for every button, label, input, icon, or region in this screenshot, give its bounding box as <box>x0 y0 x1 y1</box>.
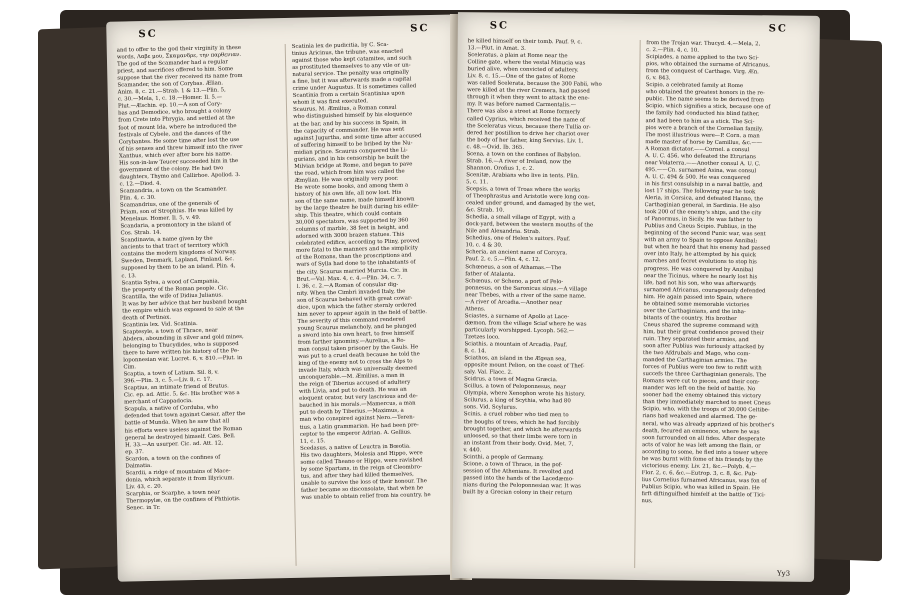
text-line: by the large theatre he built during his edile- <box>295 203 419 212</box>
text-line: words, Λαβε μου, Σκαμανδρε, την παρθενιαν. <box>116 52 242 61</box>
text-line: progress. He was conquered by Annibal <box>643 265 754 273</box>
text-line: Scheria, an ancient name of Corcyra. <box>465 249 568 257</box>
text-line: Scidrus, a town of Magna Græcia. <box>464 376 558 384</box>
text-line: firft diftinguifhed himfelf at the battle of Tici- <box>641 491 766 499</box>
text-line: son of Scaurus behaved with great cowar- <box>296 295 413 304</box>
text-line: government of the colony. He had two <box>119 165 224 174</box>
text-line: made master of horse by Camillus, &c.—— <box>645 138 763 146</box>
text-line: 495.——Cn. surnamed Asina, was consul <box>644 166 757 175</box>
text-line: general he destroyed himself. Cæs. Bell. <box>124 432 236 442</box>
text-line: of the Romans, than the proscriptions and <box>296 252 412 262</box>
text-line: Scantia Sylva, a wood of Campania, <box>121 278 220 287</box>
text-line: bas and Demodice, who brought a colony <box>118 108 232 117</box>
text-line: c. 48.—Ovid. Ib. 365. <box>466 143 525 151</box>
text-line: his efforts were useless against the Roman <box>124 425 243 435</box>
signature-mark: Yy3 <box>777 569 791 578</box>
text-line: bauched in his morals.—Mamercus, a man <box>299 400 416 410</box>
text-line: 6, v. 843. <box>645 75 671 82</box>
text-line: bitants of the country. His brother <box>643 314 737 322</box>
text-line: ship. This theatre, which could contain <box>295 210 402 219</box>
text-line: midian prince. Scaurus conquered the Li- <box>293 147 408 156</box>
text-line: with an army to Spain to oppose Annibal; <box>644 237 758 245</box>
text-line: dered her postillion to drive her chariot over <box>466 129 590 138</box>
text-line: Scaurus, M. Æmilius, a Roman consul <box>293 105 397 114</box>
text-line: belonging to Thucydides, who is supposed <box>122 341 239 350</box>
text-line: Scamander, the son of Corybas. Ælian. <box>117 80 224 89</box>
text-line: him never to appear again in the field of battle. <box>297 308 428 318</box>
text-line: the empire which was exposed to sale at the <box>122 305 244 315</box>
text-line: 10, c. 4 & 30. <box>465 242 503 249</box>
text-line: unconquerable.—M. Æmilius, a man in <box>298 372 405 382</box>
text-line: loponnesian war. Lucret. 6, v. 810.—Plut. in <box>123 355 243 364</box>
text-line: from the Trojan war. Thucyd. 4.—Mela, 2, <box>646 40 761 48</box>
text-line: forces of Publius were too few to refift with <box>642 364 762 372</box>
text-line: 11, c. 15. <box>299 437 326 445</box>
text-line: was put to a cruel death because he told the <box>298 351 420 360</box>
text-line: The most illustrious were—P. Corn. a man <box>645 131 760 139</box>
text-line: were killed at the river Cremera, had passed <box>467 87 590 95</box>
text-line: cealed under ground, and damaged by the wet, <box>465 200 596 208</box>
text-line: saly. Val. Flacc. 2. <box>464 369 513 376</box>
text-line: death of Pertinax. <box>122 314 172 322</box>
running-head-left: SC <box>489 20 510 32</box>
text-line: defended that town against Cæsar, after the <box>124 411 246 420</box>
right-page-header <box>458 20 820 35</box>
text-line: Priam, son of Strophius. He was killed by <box>120 207 234 216</box>
text-line: the two Afdrubals and Mago, who com- <box>642 350 751 358</box>
text-line: king of the enemy not to cross the Alps to <box>298 358 413 367</box>
text-line: in his first consulship in a naval battle, and <box>644 181 763 189</box>
text-line: man consul taken prisoner by the Gauls. He <box>298 344 419 353</box>
text-line: columns of marble, 38 feet in height, and <box>295 224 409 234</box>
text-line: through it when they went to attack the ene- <box>467 94 590 102</box>
text-line: Cos. Strab. 14. <box>120 229 162 237</box>
text-line: young Scaurus melancholy, and he plunged <box>297 323 417 332</box>
text-line: c. 12.—Diod. 4. <box>119 180 162 188</box>
text-line: 5, c. 11. <box>466 179 489 186</box>
text-line: who distinguished himself by his eloquence <box>293 111 413 121</box>
text-line: 396.—Plin. 3, c. 5.—Liv. 8, c. 17. <box>123 376 212 385</box>
text-line: Anim. 8, c. 21.—Strab. 1 & 13.—Plin. 5, <box>117 87 226 96</box>
text-line: Schœnus, or Scheno, a port of Pelo- <box>465 277 564 285</box>
text-line: Xanthus, which ever after bore his name. <box>118 150 233 160</box>
text-line: lius Cornelius furnamed Africanus, was fon of <box>641 476 767 485</box>
text-line: over into Italy, he attempted by his quick <box>643 251 757 259</box>
text-line: celebrated edifice, according to Pliny, proved <box>295 238 420 248</box>
text-line: unable to survive the loss of their honour. The <box>300 478 427 487</box>
text-line: lost 17 ships. The following year he took <box>644 188 756 196</box>
text-line: he killed himself on their tomb. Pauf. 9, c. <box>467 38 583 46</box>
text-line: Sceleratus, a plain at Rome near the <box>467 52 568 60</box>
text-line: —A river of Arcadia.—Another near <box>464 298 563 306</box>
text-line: at the bar, and by his success in Spain, in <box>293 119 407 128</box>
text-line: Cim. <box>123 364 137 371</box>
text-line: Scepsis, a town of Troas where the works <box>466 186 581 194</box>
text-line: with Livia, and put to death. He was an <box>298 386 407 396</box>
text-line: surnamed Africanus, courageously defended <box>643 286 766 294</box>
text-line: whom it was first executed. <box>292 98 369 107</box>
text-line: l. 36, c. 2.—A Roman of consular dig- <box>296 281 399 290</box>
text-line: supposed by them to be an island. Plin. 4, <box>121 263 236 272</box>
text-line: sooner had the enemy obtained this victory <box>642 392 762 400</box>
text-line: he obtained some memorable victories <box>643 300 750 308</box>
text-line: him. He again passed into Spain, where <box>643 293 753 301</box>
text-line: pios, who obtained the surname of Africanus, <box>645 61 771 69</box>
text-line: Scinis, a cruel robber who tied men to <box>463 411 569 419</box>
text-line: ancients to that tract of territory which <box>120 242 229 251</box>
text-line: Plut.—Æschin. ep. 10.—A son of Cory- <box>117 101 222 110</box>
text-line: donia, which separate it from Illyricum. <box>125 475 235 484</box>
text-line: Scipio, which signifies a stick, because one of <box>645 103 771 111</box>
text-line: The severity of this command rendered <box>297 316 406 325</box>
left-page <box>106 14 473 581</box>
text-line: him, but their great confidence proved their <box>643 328 765 337</box>
text-line: of Theophrastus and Aristotle were long con- <box>466 193 590 201</box>
text-line: from farther ignominy.—Aurelius, a Ro- <box>297 337 406 346</box>
text-line: Shannon. Orofius 1, c. 2. <box>466 165 535 172</box>
text-line: the property of the Roman people. Cic. <box>121 284 229 294</box>
text-line: victorious enemy. Liv. 21, &c.—Polyb. 4.— <box>641 462 757 471</box>
text-line: His two daughters, Molesia and Hippo, were <box>300 449 423 459</box>
right-page-column-2 <box>634 40 810 570</box>
text-line: Flor. 2, c. 6, &c.—Eutrop. 3, c. 8, &c. Pub- <box>641 469 757 478</box>
text-line: c. 13. <box>121 272 137 280</box>
text-line: suppose that the river received its name from <box>117 73 243 82</box>
text-line: over the Carthaginians, and the inha- <box>643 307 746 315</box>
text-line: ep. 37. <box>125 448 144 456</box>
text-line: Scipio, a celebrated family at Rome <box>645 82 744 90</box>
text-line: gurians, and in his censorship he built the <box>294 154 410 163</box>
text-line: against Jugurtha, and some time after accused <box>293 132 422 142</box>
text-line: Athens. <box>464 305 486 313</box>
text-line: merchant of Cappadocia. <box>124 398 193 406</box>
text-line: near Volaterra.——Another consul A. U. C. <box>644 159 761 168</box>
text-line: Colline gate, where the vestal Minucia was <box>467 59 586 67</box>
text-line: Romans were cut to pieces, and their com- <box>642 378 760 386</box>
text-line: but when he heard that his enemy had passed <box>643 244 771 252</box>
text-line: Schœneus, a son of Athamas.—The <box>465 263 562 271</box>
running-head-left: SC <box>138 28 158 41</box>
text-line: Plin. 4, c. 30. <box>119 194 156 202</box>
text-line: The god of the Scamander had a regular <box>117 59 229 68</box>
text-line: the boughs of trees, which he had forcibly <box>463 418 580 426</box>
text-line: than they immediately marched to meet Cneus <box>642 399 771 407</box>
text-line: He wrote some books, and among them a <box>294 182 409 191</box>
left-page-header <box>106 22 461 41</box>
text-line: Milvian bridge at Rome, and began to pave <box>294 161 413 170</box>
text-line: put to death by Tiberius.—Maximus, a <box>299 408 404 417</box>
text-line: A. U. C. 456, who defeated the Etrurians <box>644 152 756 160</box>
text-line: ruin. They separated their armies, and <box>643 336 749 344</box>
text-line: nians during the Peloponnesian war. It was <box>462 482 581 490</box>
text-line: Scione, a town of Thrace, in the pof- <box>463 461 563 469</box>
text-line: opposite mount Pelion, on the coast of Thef- <box>464 362 585 370</box>
text-line: Scantilla, the wife of Didius Julianus. <box>121 292 224 301</box>
text-line: father of Atalanta. <box>465 270 516 278</box>
text-line: near the Ticinus, where he nearly lost his <box>643 272 758 280</box>
text-line: battle of Munda. When he saw that all <box>124 418 230 427</box>
text-line: Aleria, in Corsica, and defeated Hanno, the <box>644 195 764 203</box>
text-line: of Panormus, in Sicily. He was father to <box>644 216 753 224</box>
text-line: foot of mount Ida, where he introduced the <box>118 122 237 132</box>
text-line: Scena, a town on the confines of Babylon. <box>466 150 581 159</box>
text-line: ceptor to the emperor Adrian. A. Gellius. <box>299 429 412 438</box>
text-line: Scapula, a native of Corduba, who <box>124 404 219 413</box>
text-line: tus, and after they had killed themselves, <box>300 471 414 480</box>
text-line: the city. Scaurus married Murcia. Cic. in <box>296 267 408 276</box>
text-line: and had been to him as a stick. The Sci- <box>645 117 755 125</box>
text-line: Olympia, where Xenophon wrote his history. <box>463 390 586 398</box>
text-line: from Crete into Phrygia, and settled at the <box>118 115 235 125</box>
text-line: Sweden, Denmark, Lapland, Finland, &c. <box>121 256 235 265</box>
text-line: Menelaus. Homer. Il. 5, v. 49. <box>120 214 201 223</box>
text-line: Tzetzes loco. <box>464 334 500 341</box>
text-line: Sciathis, a mountain of Arcadia. Pauf. <box>464 341 568 349</box>
text-line: A Roman dictator.——Cornel. a consul <box>645 145 750 153</box>
text-line: called Cyprius, which received the name of <box>466 115 586 123</box>
text-line: Sciastes, a surname of Apollo at Lace- <box>464 313 570 321</box>
text-line: Abdera, abounding in silver and gold mines, <box>122 333 244 343</box>
text-line: Æmylian. He was originally very poor. <box>294 175 399 184</box>
text-line: 8, c. 14. <box>464 348 487 355</box>
text-line: more fatal to the manners and the simplicity <box>295 245 418 255</box>
text-line: Scantinia lex. Vid. Scatinia. <box>122 320 198 329</box>
book-cover-left <box>38 27 118 570</box>
text-line: Scaptia, a town of Latium. Sil. 8, v. <box>123 369 219 378</box>
text-line: near Thebes, with a river of the same name. <box>464 291 586 300</box>
text-line: son of the same name, made himself known <box>294 196 415 205</box>
text-line: contains the modern kingdoms of Norway, <box>120 249 237 258</box>
text-line: Scaptesyle, a town of Thrace, near <box>122 327 218 336</box>
text-line: father became so disconsolate, that when he <box>300 485 424 494</box>
text-line: history of his own life, all now lost. His <box>294 189 402 198</box>
text-line: a sword into his own heart, to free himself <box>297 330 415 339</box>
left-page-column-2 <box>285 41 463 566</box>
text-line: nity. When the Cimbri invaded Italy, the <box>296 288 406 297</box>
text-line: of suffering himself to be bribed by the Nu- <box>293 140 413 149</box>
text-line: brought together, and which he afterwards <box>463 425 582 434</box>
text-line: c. 2.—Plin. 4, c. 10. <box>646 47 699 54</box>
text-line: crime under Augustus. It is sometimes called <box>292 83 417 93</box>
text-line: Scamandrius, one of the generals of <box>119 200 219 209</box>
text-line: according to some, he fled into a tower where <box>641 448 768 457</box>
text-line: c. 30.—Mela, 1, c. 18.—Homer. Il. 5.— <box>117 94 223 103</box>
text-line: It was by her advice that her husband bought <box>122 298 247 308</box>
text-line: an instant from their body. Ovid. Met. 7, <box>463 439 574 448</box>
text-line: mander was left on the field of battle. No <box>642 385 756 393</box>
text-line: tinius Aricinus, the tribune, was enacted <box>291 48 404 57</box>
text-line: Schedius, one of Helen's suitors. Pauf. <box>465 235 571 243</box>
text-line: soon after Publius was furiously attacked by <box>642 343 765 351</box>
text-line: the road, which from him was called the <box>294 168 405 177</box>
text-line: invade Italy, which was universally deemed <box>298 365 417 374</box>
text-line: H. 33.—An usurper. Cic. ad. Att. 12, <box>124 440 224 449</box>
text-line: my. It was before named Carmentalis.— <box>466 101 577 109</box>
text-line: Brut.—Val. Max. 4, c. 4.—Plin. 34, c. 7. <box>296 274 403 283</box>
text-line: Thermopylæ, on the confines of Phthiotis. <box>126 496 241 505</box>
text-line: wars of Sylla had done to the inhabitants of <box>296 259 416 269</box>
text-line: by some Spartans, in the reign of Cleombro- <box>300 464 422 473</box>
text-line: against those who kept catamites, and such <box>291 55 412 64</box>
text-line: Corybantes. He some time after lost the use <box>118 136 240 146</box>
text-line: some called Theano or Hippo, were ravished <box>300 457 423 466</box>
text-line: Scandinavia, a name given by the <box>120 235 213 244</box>
text-line: the Sceleratus vicus, because there Tullia or- <box>466 122 591 131</box>
text-line: and to offer to the god their virginity in these <box>116 44 242 54</box>
text-line: dice, upon which the father sternly ordered <box>297 302 417 311</box>
text-line: Liv. 8, c. 15.—One of the gates of Rome <box>467 73 576 81</box>
text-line: from the conquest of Carthage. Virg. Æn. <box>645 68 759 76</box>
text-line: Scandaria, a promontory in the island of <box>120 221 232 230</box>
text-line: Scillus, a town of Peloponnesus, near <box>464 383 566 391</box>
text-line: Scenitæ, Arabians who live in tents. Plin. <box>466 172 579 180</box>
text-line: dock-yard, between the western mouths of the <box>465 221 594 229</box>
text-line: natural service. The penalty was originally <box>292 69 410 79</box>
text-line: Pauf. 2, c. 5.—Plin. 4, c. 12. <box>465 256 541 264</box>
text-line: There was also a street at Rome formerly <box>466 108 581 116</box>
left-page-column-1 <box>117 44 288 569</box>
text-line: beginning of the second Punic war, was sent <box>644 230 766 238</box>
text-line: succefs the three Carthaginian generals. The <box>642 371 767 379</box>
text-line: Scantinia from a certain Scantinius upon <box>292 90 405 100</box>
text-line: Scedasus, a native of Leuctra in Bœotia. <box>300 443 411 452</box>
text-line: there to have written his history of the Pe- <box>123 348 240 357</box>
text-line: Schedia, a small village of Egypt, with a <box>465 214 576 222</box>
running-head-right: SC <box>410 23 430 35</box>
text-line: A. U. C. 494 & 500. He was conquered <box>644 173 751 182</box>
right-page-column-1 <box>462 38 631 568</box>
text-line: the capacity of commander. He was sent <box>293 126 405 135</box>
text-line: sons. Vid. Scylurus. <box>463 404 518 412</box>
text-line: was unable to obtain relief from his country, he <box>301 492 431 501</box>
text-line: the body of her father, king Servius. Liv. 1, <box>466 136 584 145</box>
text-line: manded the Carthaginian armies. The <box>642 357 747 365</box>
text-line: Publius and Cneus Scipio. Publius, in the <box>644 223 757 231</box>
text-line: acts of valor he was left among the flain, or <box>641 441 761 449</box>
text-line: nus, <box>641 498 653 505</box>
text-line: he was burnt with fome of his friends by the <box>641 455 763 464</box>
text-line: Scamandria, a town on the Scamander. <box>119 186 228 195</box>
text-line: built by a Grecian colony in their return <box>462 489 573 497</box>
text-line: Liv. 43, c. 20. <box>125 483 163 491</box>
text-line: Scipiades, a name applied to the two Sci- <box>645 54 759 62</box>
text-line: Scaptius, an intimate friend of Brutus. <box>123 383 229 392</box>
text-line: took 200 of the enemy's ships, and the city <box>644 209 762 217</box>
right-page <box>452 12 820 582</box>
text-line: neral, who was already apprized of his brother's <box>642 420 775 428</box>
text-line: Cneus shared the supreme command with <box>643 321 759 330</box>
text-line: festivals of Cybele, and the dances of the <box>118 129 232 139</box>
text-line: death, fecured an eminence, where he was <box>642 427 760 435</box>
text-line: Scardon, a town on the confines of <box>125 454 221 463</box>
text-line: the reign of Tiberius accused of adultery <box>298 379 411 389</box>
text-line: Scipio, who, with the troops of 30,000 Celtibe- <box>642 406 770 414</box>
text-line: Strab. 16.—A river of Ireland, now the <box>466 158 572 166</box>
text-line: daughters, Thymo and Callirhoe. Apollod. 3. <box>119 171 241 181</box>
text-line: adorned with 3000 brazen statues. This <box>295 231 405 241</box>
text-line: Scatinia lex de pudicitia, by C. Sca- <box>291 41 389 50</box>
book-cover-right <box>812 39 882 561</box>
text-line: life, had not his son, who was afterwards <box>643 279 756 287</box>
text-line: ponnesus, on the Saronicus sinus.—A village <box>465 284 588 293</box>
text-line: who obtained the greatest honors in the re- <box>645 89 765 97</box>
text-line: of his senses and threw himself into the river <box>118 143 243 153</box>
text-line: a fine, but it was afterwards made a capital <box>292 76 412 86</box>
text-line: eloquent orator, but very lascivious and de- <box>299 393 418 403</box>
text-line: Senec. in Tr. <box>126 504 161 512</box>
text-line: soon furrounded on all fides. After desperate <box>641 434 765 442</box>
text-line: v. 440. <box>463 446 482 454</box>
text-line: 30,000 spectators, was supported by 360 <box>295 217 409 227</box>
text-line: Scinthi, a people of Germany. <box>463 453 544 461</box>
text-line: Dalmatia. <box>125 462 152 470</box>
text-line: Scilurus, a king of Scythia, who had 80 <box>463 397 571 405</box>
text-line: priest, and sacrifices offered to him. Some <box>117 66 234 75</box>
text-line: the family had conducted his blind father, <box>645 110 760 118</box>
text-line: buried alive, when convicted of adultery. <box>467 66 579 74</box>
text-line: Carthaginian general, in Sardinia. He also <box>644 202 761 210</box>
text-line: pios were a branch of the Cornelian family. <box>645 124 764 132</box>
text-line: 13.—Plut. in Amat. 3. <box>467 45 526 52</box>
text-line: marches and fecret evolutions to stop his <box>643 258 757 266</box>
text-line: Scarphia, or Scarphe, a town near <box>126 489 221 498</box>
text-line: unloosed, so that their limbs were torn in <box>463 432 578 441</box>
text-line: dæmon, from the village Sciaf where he was <box>464 320 587 328</box>
text-line: rians had weakened and alarmed. The ge- <box>642 413 758 421</box>
text-line: Nile and Alexandria. Strab. <box>465 228 541 236</box>
text-line: passed into the hands of the Lacedæmo- <box>463 475 574 483</box>
running-head-right: SC <box>768 23 788 35</box>
text-line: public. The name seems to be derived from <box>645 96 765 104</box>
text-line: tius, a Latin grammarian. He had been pre- <box>299 421 419 431</box>
text-line: Cic. ep. ad. Attic. 5, &c. His brother was a <box>123 390 240 399</box>
text-line: Sciathos, an island in the Ægean sea, <box>464 355 567 363</box>
text-line: Publius Scipio, who was killed in Spain. He <box>641 484 760 492</box>
text-line: was called Scelerata, because the 300 Fabii, who <box>467 80 602 88</box>
text-line: His son-in-law Teucer succeeded him in the <box>119 157 239 167</box>
text-line: particularly worshipped. Lycoph. 562.— <box>464 327 575 335</box>
text-line: session of the Athenians. It revolted and <box>463 468 574 476</box>
text-line: Scardii, a ridge of mountains of Mace- <box>125 468 231 477</box>
text-line: as prostituted themselves to any vile or un- <box>292 62 411 72</box>
text-line: man who conspired against Nero.—Teren- <box>299 414 415 424</box>
text-line: &c. Strab. 10. <box>465 207 505 214</box>
